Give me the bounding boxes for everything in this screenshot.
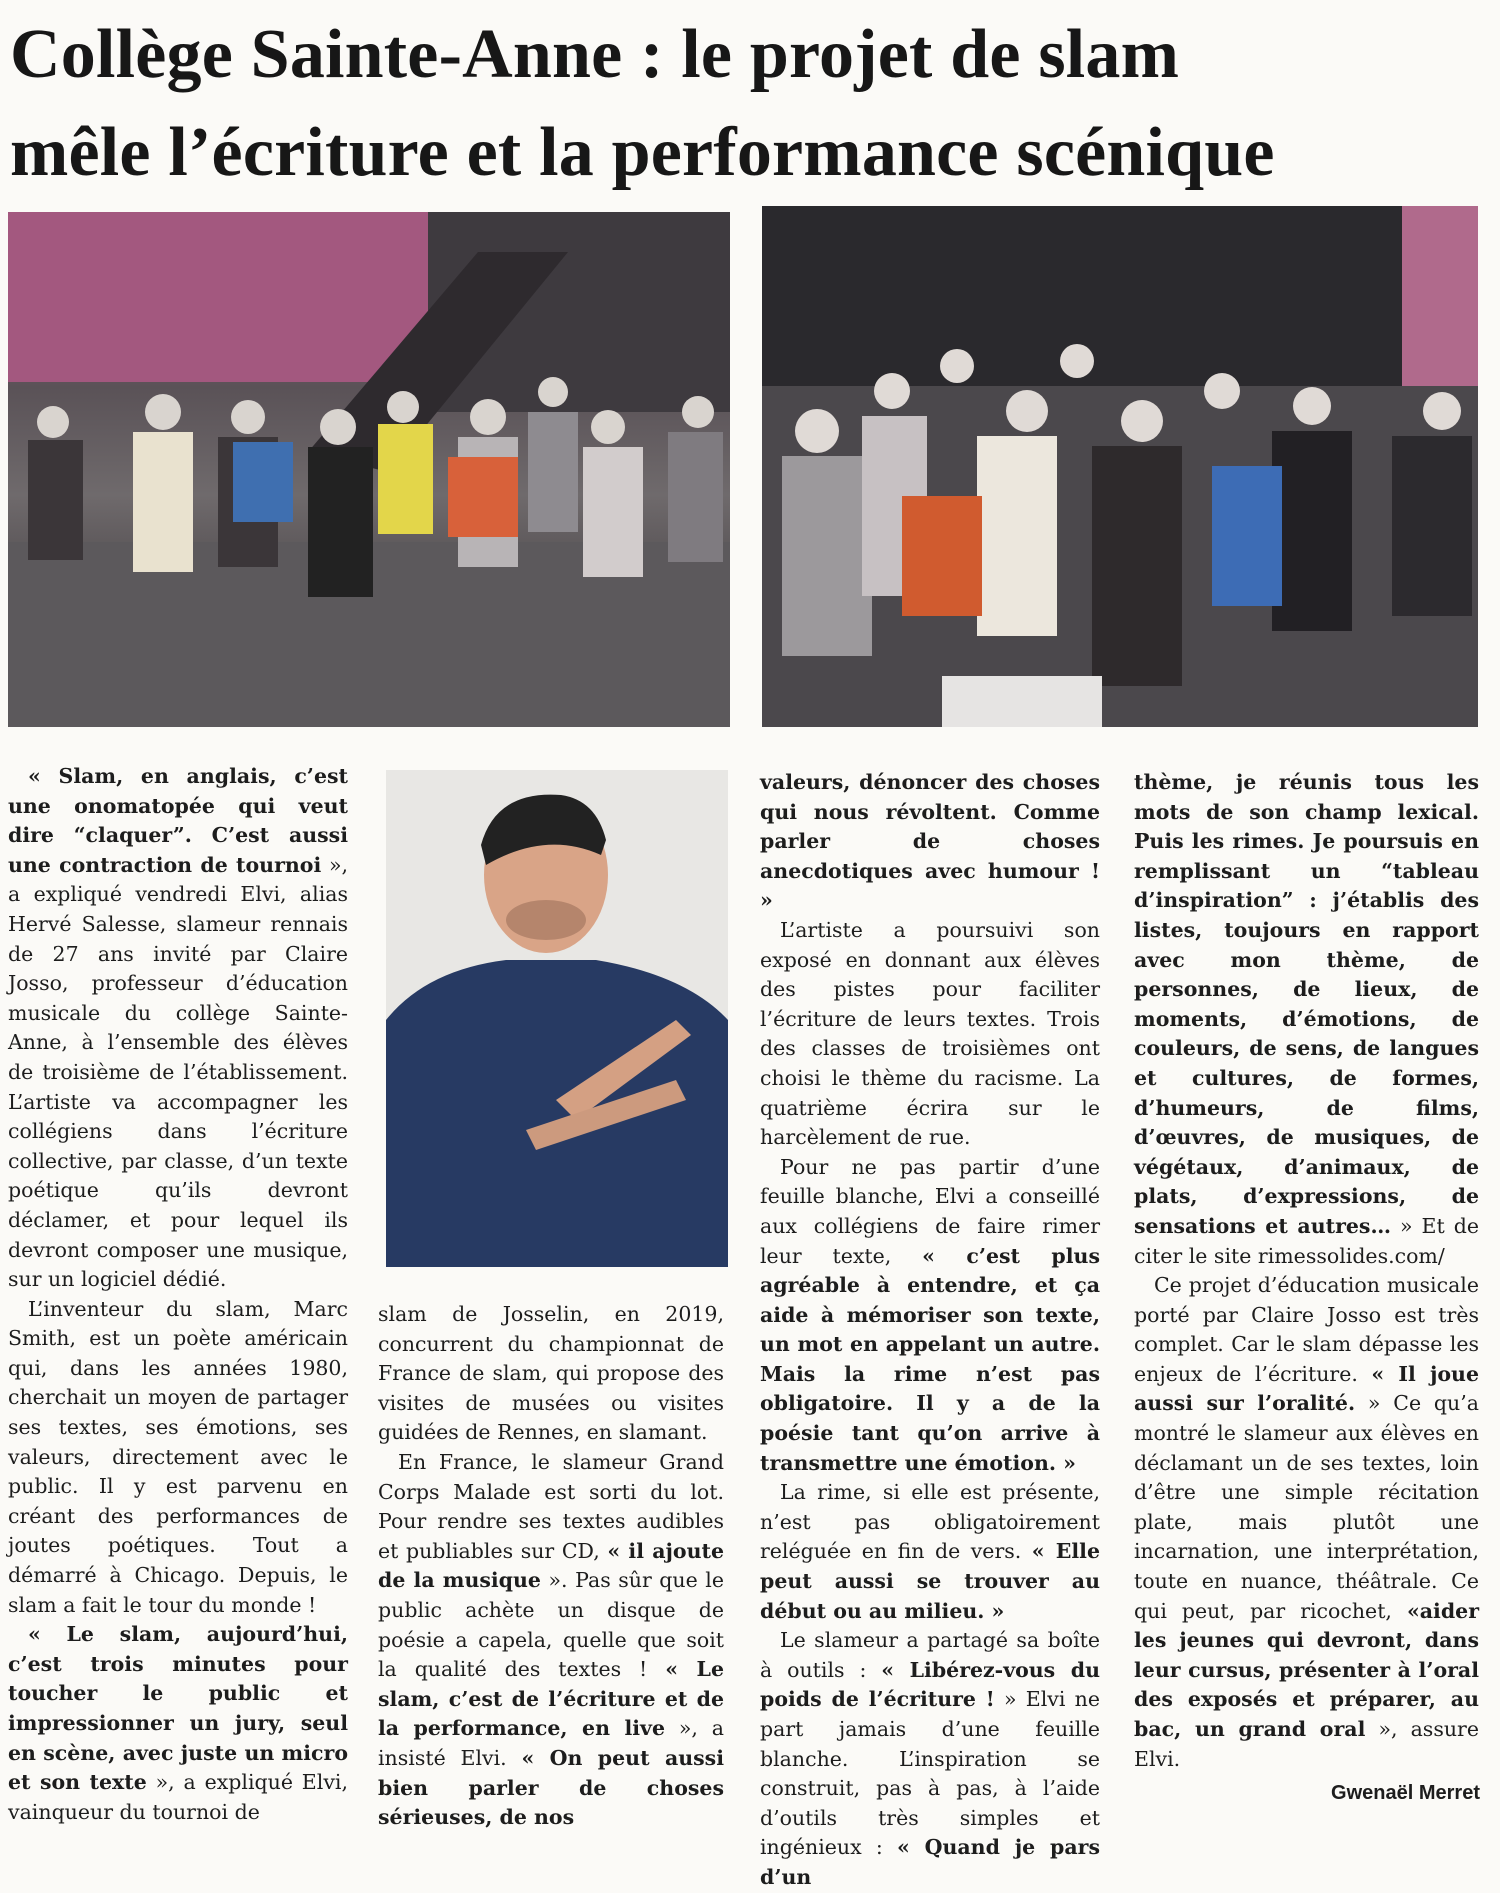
col2-paragraph-2 [378, 1448, 724, 1833]
article-column-2 [378, 1300, 724, 1833]
col1-paragraph-1 [8, 762, 348, 1295]
col4-p1-seg-2: » Ce qu’a montré le slameur aux élèves en déclamant un de ses textes, loin d’être une simple récitation plate, mais plutôt une incarnation, une interprétation, toute en nuance, théâtrale. Ce qui peut, par ricochet, [1134, 1391, 1480, 1623]
col1-p1-quote: « Slam, en anglais, c’est une onomatopée qui veut dire “claquer”. C’est aussi une contraction de tournoi [8, 764, 348, 877]
col3-p2-seg-1: « c’est plus agréable à entendre, et ça aide à mémoriser son texte, un mot en appelant un autre. Mais la rime n’est pas obligatoire. Il y a de la poésie tant qu’on arrive à transmettre une émotion. » [760, 1243, 1100, 1475]
article-column-4 [1134, 768, 1479, 1774]
col2-p2-seg-5: « On peut aussi bien parler de choses sérieuses, de nos [378, 1745, 725, 1830]
students-photo-right [762, 206, 1478, 727]
students-photo-left [8, 212, 730, 727]
col3-paragraph-0 [760, 768, 1100, 916]
col3-p2-seg-0: Pour ne pas partir d’une feuille blanche, Elvi a conseillé aux collégiens de faire rimer leur texte, [760, 1154, 1100, 1268]
col2-paragraph-1: slam de Josselin, en 2019, concurrent du championnat de France de slam, qui propose des visites de musées ou visites guidées de Rennes, en slamant. [378, 1302, 724, 1445]
col4-paragraph-1 [1134, 1271, 1479, 1774]
col4-p0-seg-1: » Et de citer le site rimessolides.com/ [1134, 1213, 1479, 1268]
col1-p3-quote: « Le slam, aujourd’hui, c’est trois minutes pour toucher le public et impressionner un jury, seul en scène, avec juste un micro et son texte [8, 1622, 348, 1795]
col4-p0-seg-0: thème, je réunis tous les mots de son champ lexical. Puis les rimes. Je poursuis en remplissant un “tableau d’inspiration” : j’établis des listes, toujours en rapport avec mon thème, de personnes, de lieux, de moments, d’émotions, de couleurs, de sens, de langues et cultures, de formes, d’humeurs, de films, d’œuvres, de musiques, de végétaux, d’animaux, de plats, d’expressions, de sensations et autres… [1134, 770, 1479, 1238]
col4-p1-seg-1: « Il joue aussi sur l’oralité. [1134, 1361, 1479, 1416]
col3-paragraph-2 [760, 1153, 1100, 1479]
col1-p1-text: », a expliqué vendredi Elvi, alias Hervé Salesse, slameur rennais de 27 ans invité par Claire Josso, professeur d’éducation musicale du collège Sainte-Anne, à l’ensemble des élèves de troisième de l’établissement. L’artiste va accompagner les collégiens dans l’écriture collective, par classe, d’un texte poétique qu’ils devront déclamer, et pour lequel ils devront composer une musique, sur un logiciel dédié. [8, 852, 348, 1292]
headline [10, 6, 1490, 202]
col1-p3-text: », a expliqué Elvi, vainqueur du tournoi de [8, 1770, 348, 1824]
col2-p2-seg-1: « il ajoute de la musique [378, 1538, 724, 1593]
col3-p4-seg-2: » Elvi ne part jamais d’une feuille blanche. L’inspiration se construit, pas à pas, à l’aide d’outils très simples et ingénieux : [760, 1687, 1100, 1860]
col4-p1-seg-3: «aider les jeunes qui devront, dans leur cursus, présenter à l’oral des exposés et préparer, au bac, un grand oral [1134, 1598, 1479, 1741]
col3-p4-seg-0: Le slameur a partagé sa boîte à outils : [760, 1628, 1100, 1682]
col3-paragraph-3 [760, 1478, 1100, 1626]
col1-paragraph-2: L’inventeur du slam, Marc Smith, est un poète américain qui, dans les années 1980, cherchait un moyen de partager ses textes, ses émotions, ses valeurs, directement avec le public. Il y est parvenu en créant des performances de joutes poétiques. Tout a démarré à Chicago. Depuis, le slam a fait le tour du monde ! [8, 1296, 348, 1617]
col2-p2-seg-3: « Le slam, c’est de l’écriture et de la performance, en live [378, 1657, 725, 1741]
col3-p0-quote: valeurs, dénoncer des choses qui nous révoltent. Comme parler de choses anecdotiques avec humour ! » [760, 770, 1100, 913]
col3-p3-seg-1: « Elle peut aussi se trouver au début ou au milieu. » [760, 1539, 1100, 1623]
col4-p1-seg-0: Ce projet d’éducation musicale porté par Claire Josso est très complet. Car le slam dépasse les enjeux de l’écriture. [1134, 1273, 1479, 1386]
col2-p2-seg-2: ». Pas sûr que le public achète un disque de poésie a capela, quelle que soit la qualité des textes ! [378, 1568, 724, 1682]
col4-p1-seg-4: », assure Elvi. [1134, 1717, 1479, 1771]
col2-p2-seg-0: En France, le slameur Grand Corps Malade est sorti du lot. Pour rendre ses textes audibles et publiables sur CD, [378, 1449, 724, 1563]
article-column-3 [760, 768, 1100, 1893]
col3-p3-seg-0: La rime, si elle est présente, n’est pas obligatoirement reléguée en fin de vers. [760, 1480, 1100, 1564]
article-column-1 [8, 762, 348, 1827]
byline: Gwenaël Merret [1331, 1782, 1480, 1804]
col2-p2-seg-4: », a insisté Elvi. [378, 1716, 724, 1770]
col3-paragraph-1: L’artiste a poursuivi son exposé en donnant aux élèves des pistes pour faciliter l’écriture de leurs textes. Trois des classes de troisièmes ont choisi le thème du racisme. La quatrième écrira sur le harcèlement de rue. [760, 917, 1100, 1150]
col4-paragraph-0 [1134, 768, 1479, 1271]
col3-paragraph-4 [760, 1626, 1100, 1892]
col3-p4-seg-1: « Libérez-vous du poids de l’écriture ! [760, 1657, 1100, 1712]
headline-line-2: mêle l’écriture et la performance scénique [10, 114, 1275, 191]
headline-line-1: Collège Sainte-Anne : le projet de slam [10, 16, 1180, 93]
col3-p4-seg-3: « Quand je pars d’un [760, 1835, 1100, 1889]
slammer-portrait [386, 770, 728, 1267]
col1-paragraph-3 [8, 1620, 348, 1827]
